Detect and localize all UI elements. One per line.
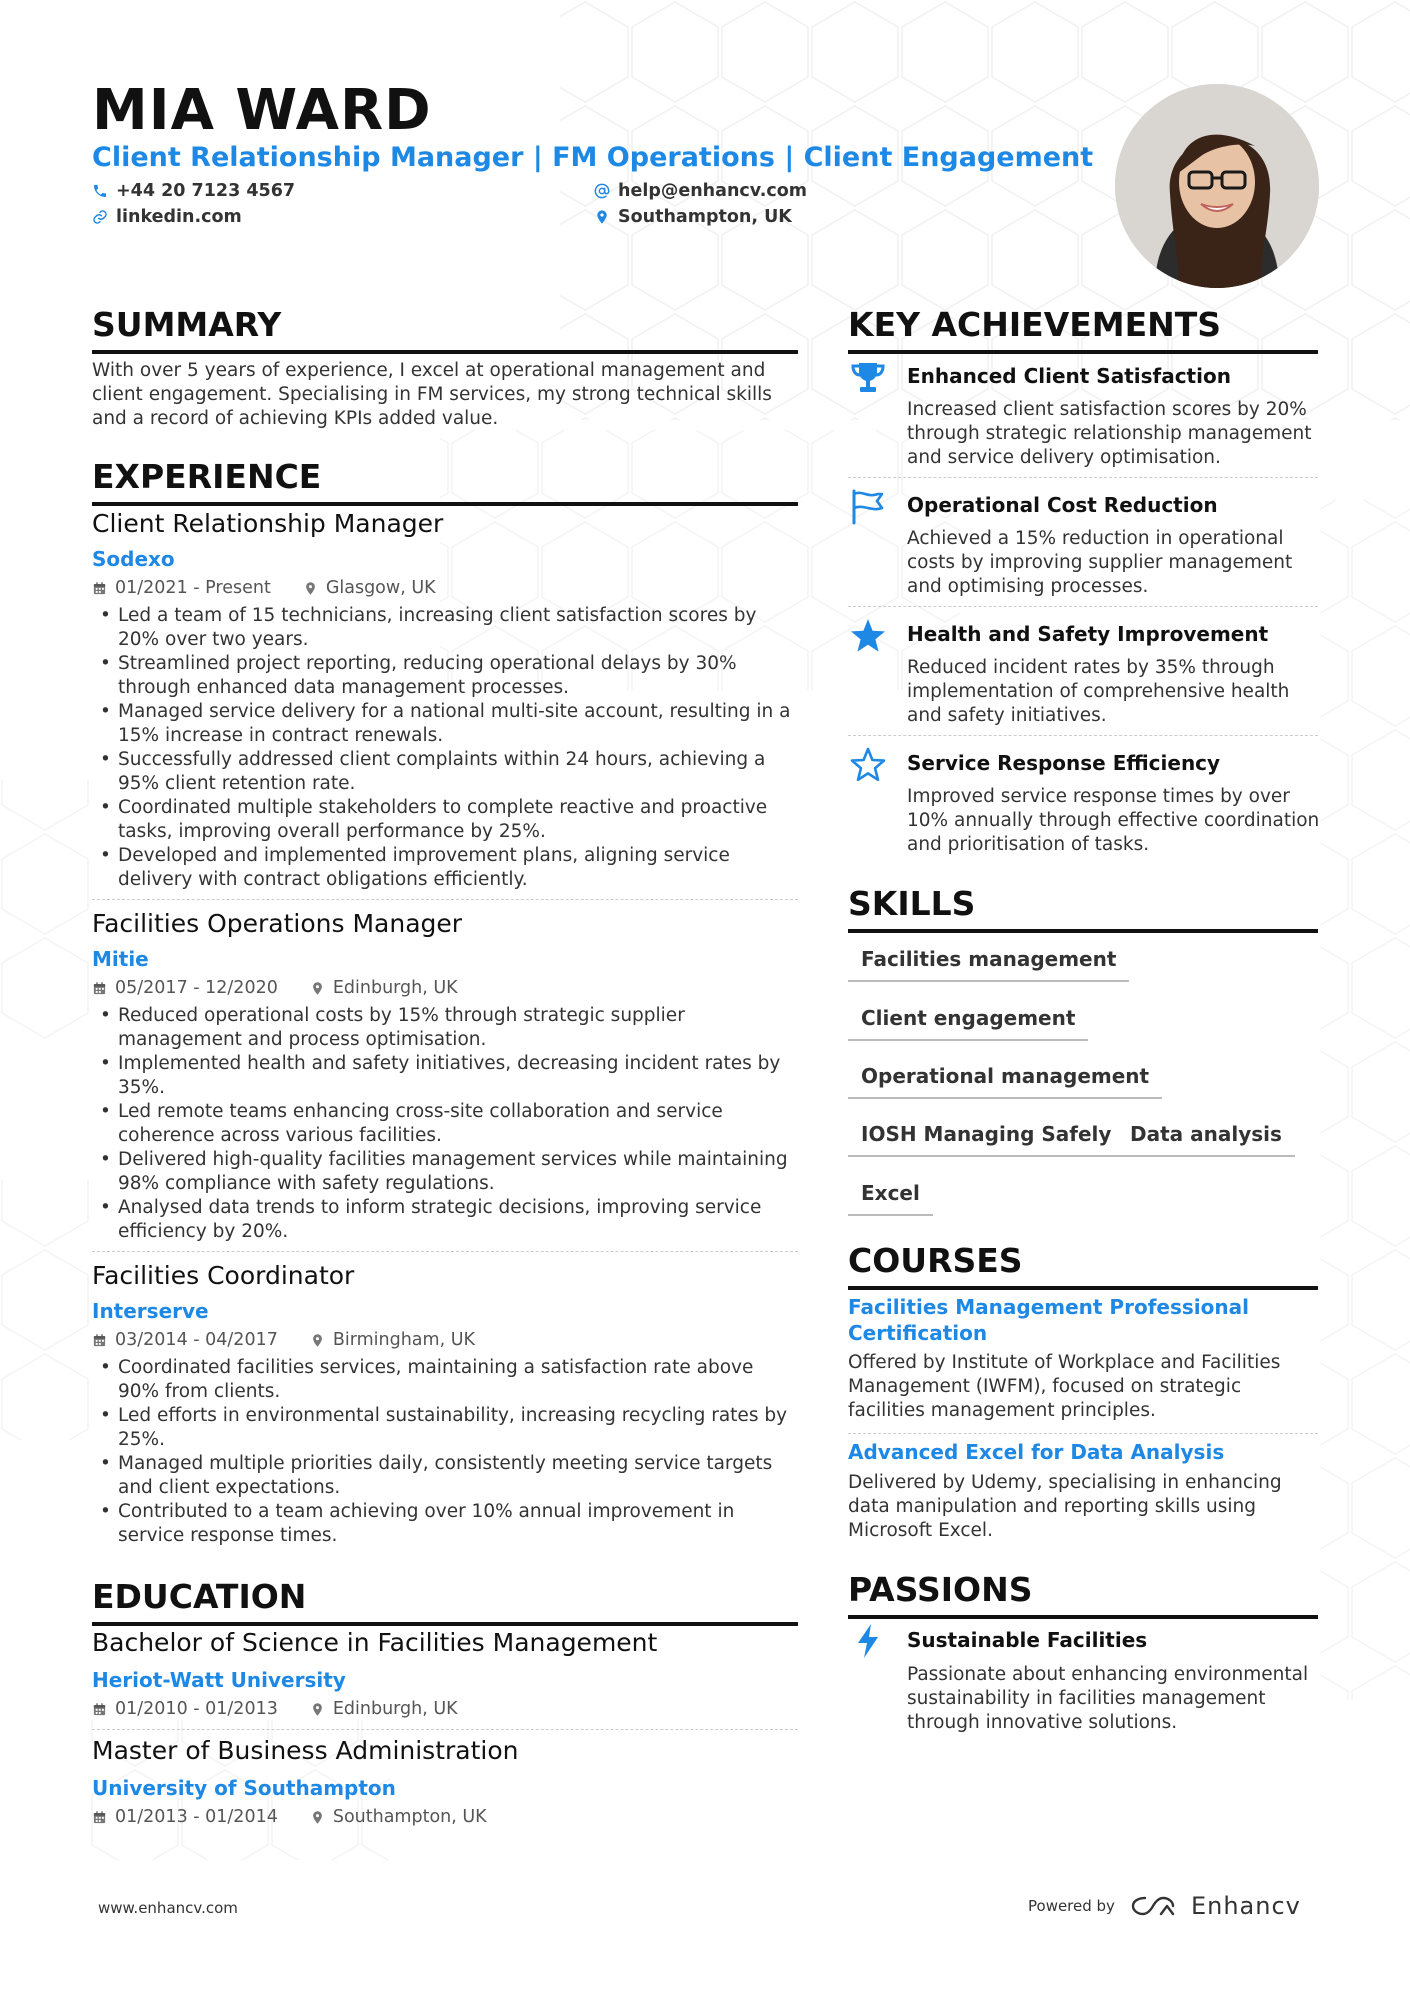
skill-tag: Excel — [848, 1181, 933, 1216]
achievement-title: Enhanced Client Satisfaction — [907, 364, 1231, 388]
list-item: • Streamlined project reporting, reducing operational delays by 30% through enhanced data management processes. — [92, 652, 798, 700]
location-pin-icon — [310, 1810, 325, 1825]
divider — [848, 1433, 1318, 1434]
list-item: • Managed service delivery for a national multi-site account, resulting in a 15% increase in contract renewals. — [92, 700, 798, 748]
skill-tag: Client engagement — [848, 1006, 1088, 1041]
at-icon — [594, 183, 610, 199]
school-name: Heriot-Watt University — [92, 1668, 346, 1692]
calendar-icon — [92, 581, 107, 596]
summary-heading: SUMMARY — [92, 305, 798, 354]
list-item: • Led remote teams enhancing cross-site collaboration and service coherence across various facilities. — [92, 1100, 798, 1148]
list-item: • Coordinated facilities services, maintaining a satisfaction rate above 90% from clients. — [92, 1356, 798, 1404]
job-role: Facilities Operations Manager — [92, 909, 463, 938]
avatar — [1115, 84, 1319, 288]
phone-text: +44 20 7123 4567 — [116, 181, 296, 201]
job-bullet-list — [92, 1356, 798, 1548]
email-text[interactable]: help@enhancv.com — [618, 181, 808, 201]
passion-description: Passionate about enhancing environmental sustainability in facilities management through innovative solutions. — [907, 1664, 1309, 1733]
list-item: • Led a team of 15 technicians, increasing client satisfaction scores by 20% over two years. — [92, 604, 798, 652]
job-role: Client Relationship Manager — [92, 509, 444, 538]
job-company: Interserve — [92, 1299, 209, 1323]
location-pin-icon — [310, 1702, 325, 1717]
achievement-title: Operational Cost Reduction — [907, 493, 1218, 517]
divider — [848, 735, 1318, 736]
list-item: • Developed and implemented improvement plans, aligning service delivery with contract obligations efficiently. — [92, 844, 798, 892]
job-location: Birmingham, UK — [332, 1330, 475, 1350]
list-item: • Reduced operational costs by 15% through strategic supplier management and process optimisation. — [92, 1004, 798, 1052]
course-title: Advanced Excel for Data Analysis — [848, 1440, 1225, 1464]
list-item: • Delivered high-quality facilities management services while maintaining 98% compliance with safety regulations. — [92, 1148, 798, 1196]
footer-branding — [1028, 1892, 1301, 1920]
trophy-icon — [848, 358, 888, 398]
list-item: • Contributed to a team achieving over 10% annual improvement in service response times. — [92, 1500, 798, 1548]
job-dates: 05/2017 - 12/2020 — [115, 978, 278, 998]
passions-heading: PASSIONS — [848, 1570, 1318, 1619]
email-contact[interactable] — [594, 181, 807, 201]
education-location: Edinburgh, UK — [332, 1699, 458, 1719]
job-company: Mitie — [92, 947, 149, 971]
phone-contact — [92, 181, 295, 201]
job-company: Sodexo — [92, 547, 175, 571]
linkedin-contact[interactable] — [92, 207, 242, 227]
flag-icon — [848, 487, 888, 527]
achievement-description: Increased client satisfaction scores by 20% through strategic relationship management and service delivery optimisation. — [907, 399, 1312, 468]
achievement-description: Improved service response times by over 10% annually through effective coordination and prioritisation of tasks. — [907, 786, 1320, 855]
passion-title: Sustainable Facilities — [907, 1628, 1148, 1652]
job-dates: 01/2021 - Present — [115, 578, 271, 598]
degree-title: Bachelor of Science in Facilities Management — [92, 1628, 658, 1657]
list-item: • Led efforts in environmental sustainability, increasing recycling rates by 25%. — [92, 1404, 798, 1452]
education-dates: 01/2013 - 01/2014 — [115, 1807, 278, 1827]
profile-photo — [1115, 84, 1319, 288]
powered-by-text: Powered by — [1028, 1897, 1115, 1915]
job-meta — [92, 978, 458, 998]
star-filled-icon — [848, 616, 888, 656]
linkedin-text[interactable]: linkedin.com — [116, 207, 242, 227]
list-item: • Implemented health and safety initiatives, decreasing incident rates by 35%. — [92, 1052, 798, 1100]
education-meta — [92, 1807, 487, 1827]
skill-tag: Facilities management — [848, 947, 1129, 982]
link-icon — [92, 209, 108, 225]
list-item: • Successfully addressed client complaints within 24 hours, achieving a 95% client retention rate. — [92, 748, 798, 796]
achievement-title: Service Response Efficiency — [907, 751, 1221, 775]
list-item: • Analysed data trends to inform strategic decisions, improving service efficiency by 20%. — [92, 1196, 798, 1244]
star-outline-icon — [848, 745, 888, 785]
list-item: • Managed multiple priorities daily, consistently meeting service targets and client expectations. — [92, 1452, 798, 1500]
summary-text: With over 5 years of experience, I excel at operational management and client engagement. Specialising in FM services, my strong technical skills and a record of achieving KPIs added value. — [92, 360, 772, 429]
candidate-name: MIA WARD — [92, 78, 432, 143]
education-location: Southampton, UK — [332, 1807, 487, 1827]
skills-heading: SKILLS — [848, 884, 1318, 933]
courses-heading: COURSES — [848, 1241, 1318, 1290]
course-description: Delivered by Udemy, specialising in enhancing data manipulation and reporting skills using Microsoft Excel. — [848, 1472, 1282, 1541]
enhancv-logo-icon — [1131, 1894, 1175, 1918]
calendar-icon — [92, 1810, 107, 1825]
location-pin-icon — [594, 209, 610, 225]
degree-title: Master of Business Administration — [92, 1736, 519, 1765]
lightning-icon — [848, 1621, 888, 1661]
achievement-description: Reduced incident rates by 35% through implementation of comprehensive health and safety initiatives. — [907, 657, 1290, 726]
divider — [848, 477, 1318, 478]
education-meta — [92, 1699, 458, 1719]
divider — [848, 606, 1318, 607]
phone-icon — [92, 183, 108, 199]
education-heading: EDUCATION — [92, 1577, 798, 1626]
job-meta — [92, 578, 436, 598]
list-item: • Coordinated multiple stakeholders to complete reactive and proactive tasks, improving overall performance by 25%. — [92, 796, 798, 844]
course-description: Offered by Institute of Workplace and Facilities Management (IWFM), focused on strategic facilities management principles. — [848, 1352, 1281, 1421]
education-dates: 01/2010 - 01/2013 — [115, 1699, 278, 1719]
school-name: University of Southampton — [92, 1776, 396, 1800]
footer-website[interactable]: www.enhancv.com — [98, 1899, 238, 1917]
location-text: Southampton, UK — [618, 207, 792, 227]
job-location: Glasgow, UK — [325, 578, 436, 598]
candidate-headline: Client Relationship Manager | FM Operations | Client Engagement — [92, 142, 1094, 173]
calendar-icon — [92, 1702, 107, 1717]
achievement-description: Achieved a 15% reduction in operational costs by improving supplier management and optimising processes. — [907, 528, 1293, 597]
divider — [92, 1251, 798, 1252]
divider — [92, 899, 798, 900]
key-achievements-heading: KEY ACHIEVEMENTS — [848, 305, 1318, 354]
calendar-icon — [92, 1333, 107, 1348]
divider — [92, 1729, 798, 1730]
experience-heading: EXPERIENCE — [92, 457, 798, 506]
job-dates: 03/2014 - 04/2017 — [115, 1330, 278, 1350]
job-location: Edinburgh, UK — [332, 978, 458, 998]
location-pin-icon — [310, 981, 325, 996]
job-meta — [92, 1330, 475, 1350]
location-contact — [594, 207, 792, 227]
job-bullet-list — [92, 1004, 798, 1244]
course-title: Facilities Management Professional Certification — [848, 1295, 1249, 1345]
location-pin-icon — [303, 581, 318, 596]
skill-tag: IOSH Managing Safely — [848, 1122, 1124, 1157]
location-pin-icon — [310, 1333, 325, 1348]
job-bullet-list — [92, 604, 798, 892]
achievement-title: Health and Safety Improvement — [907, 622, 1269, 646]
skill-tag: Operational management — [848, 1064, 1162, 1099]
skill-tag: Data analysis — [1117, 1122, 1295, 1157]
enhancv-brand: Enhancv — [1190, 1892, 1301, 1920]
job-role: Facilities Coordinator — [92, 1261, 355, 1290]
calendar-icon — [92, 981, 107, 996]
